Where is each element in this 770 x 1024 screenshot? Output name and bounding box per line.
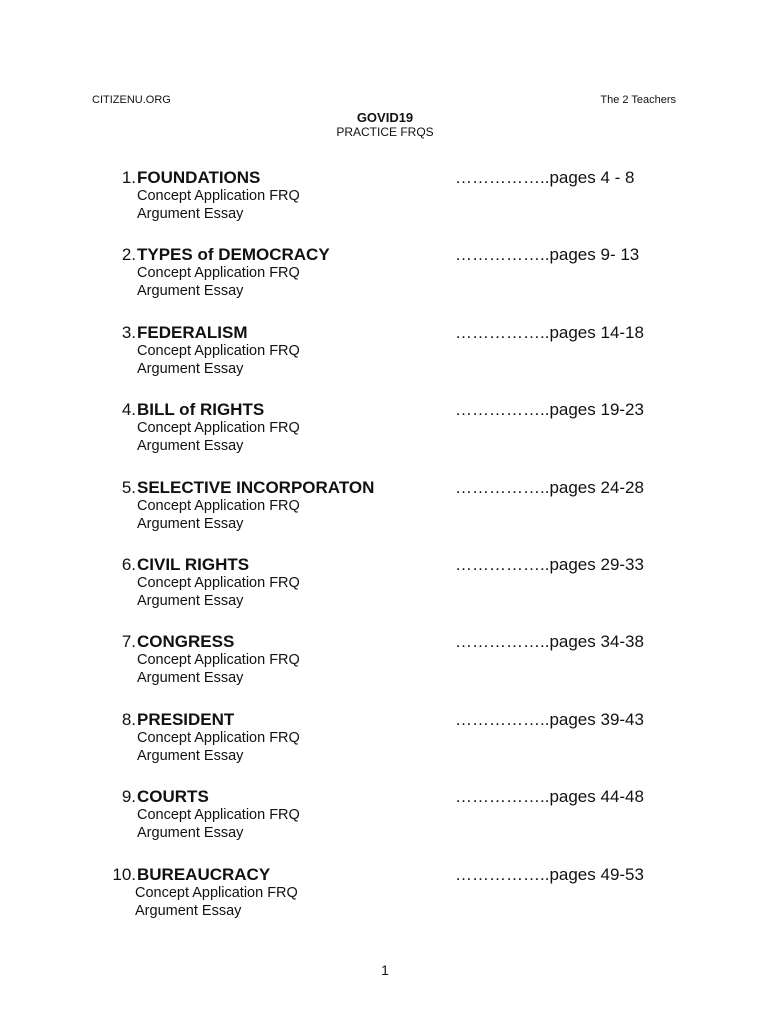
entry-subitem-essay: Argument Essay: [137, 515, 244, 532]
entry-subitem-frq: Concept Application FRQ: [137, 807, 300, 824]
toc-entry: [0, 323, 770, 393]
entry-pages: ……………..pages 34-38: [455, 632, 644, 652]
entry-subitem-frq: Concept Application FRQ: [137, 575, 300, 591]
entry-subitem-frq: Concept Application FRQ: [137, 265, 300, 282]
entry-title: BUREAUCRACY: [137, 864, 271, 884]
entry-subitem-frq: Concept Application FRQ: [137, 420, 300, 437]
toc-entry: [0, 710, 770, 780]
toc-entry: [0, 400, 770, 470]
entry-number: 1.: [121, 168, 136, 187]
entry-title: BILL of RIGHTS: [137, 400, 265, 420]
entry-subitem-frq: Concept Application FRQ: [137, 342, 300, 359]
entry-number: 9.: [121, 787, 136, 807]
entry-title: SELECTIVE INCORPORATON: [137, 477, 375, 497]
entry-subitem-frq: Concept Application FRQ: [137, 729, 300, 746]
entry-pages: ……………..pages 19-23: [455, 400, 644, 420]
entry-number: 4.: [121, 400, 136, 420]
toc-entry: [0, 787, 770, 857]
entry-title: FOUNDATIONS: [137, 168, 261, 187]
page-number: 1: [381, 962, 389, 978]
entry-pages: ……………..pages 29-33: [455, 555, 644, 574]
entry-subitem-essay: Argument Essay: [137, 825, 244, 842]
toc-entry: [0, 865, 770, 935]
entry-title: FEDERALISM: [137, 322, 248, 342]
document-title: GOVID19: [356, 110, 414, 125]
entry-pages: ……………..pages 9- 13: [455, 245, 640, 265]
site-name: CITIZENU.ORG: [92, 94, 171, 106]
entry-subitem-essay: Argument Essay: [137, 283, 244, 300]
entry-number: 6.: [121, 555, 136, 574]
entry-subitem-frq: Concept Application FRQ: [135, 884, 298, 901]
entry-title: CIVIL RIGHTS: [137, 555, 250, 574]
author-name: The 2 Teachers: [600, 94, 676, 106]
entry-title: PRESIDENT: [137, 709, 235, 729]
entry-pages: ……………..pages 44-48: [455, 787, 644, 807]
entry-pages: ……………..pages 39-43: [455, 709, 644, 729]
entry-subitem-frq: Concept Application FRQ: [137, 497, 300, 514]
entry-pages: ……………..pages 4 - 8: [455, 168, 635, 187]
entry-subitem-essay: Argument Essay: [137, 206, 244, 222]
toc-entry: [0, 168, 770, 238]
entry-subitem-essay: Argument Essay: [137, 747, 244, 764]
entry-pages: ……………..pages 49-53: [455, 864, 644, 884]
toc-entry: [0, 632, 770, 702]
entry-number: 5.: [121, 477, 136, 497]
entry-title: TYPES of DEMOCRACY: [137, 245, 330, 265]
entry-pages: ……………..pages 14-18: [455, 322, 644, 342]
entry-subitem-frq: Concept Application FRQ: [137, 188, 300, 204]
entry-title: CONGRESS: [137, 632, 235, 652]
entry-number: 2.: [121, 245, 136, 265]
document-subtitle: PRACTICE FRQS: [336, 125, 434, 139]
entry-pages: ……………..pages 24-28: [455, 477, 644, 497]
entry-number: 3.: [121, 322, 136, 342]
toc-entry: [0, 245, 770, 315]
toc-entry: [0, 478, 770, 548]
entry-subitem-essay: Argument Essay: [137, 360, 244, 377]
toc-entry: [0, 555, 770, 625]
entry-number: 8.: [121, 709, 136, 729]
entry-subitem-essay: Argument Essay: [137, 670, 244, 687]
entry-number: 10.: [112, 864, 136, 884]
entry-number: 7.: [121, 632, 136, 652]
entry-subitem-essay: Argument Essay: [137, 593, 244, 609]
entry-subitem-frq: Concept Application FRQ: [137, 652, 300, 669]
entry-subitem-essay: Argument Essay: [135, 902, 242, 919]
entry-subitem-essay: Argument Essay: [137, 438, 244, 455]
entry-title: COURTS: [137, 787, 209, 807]
